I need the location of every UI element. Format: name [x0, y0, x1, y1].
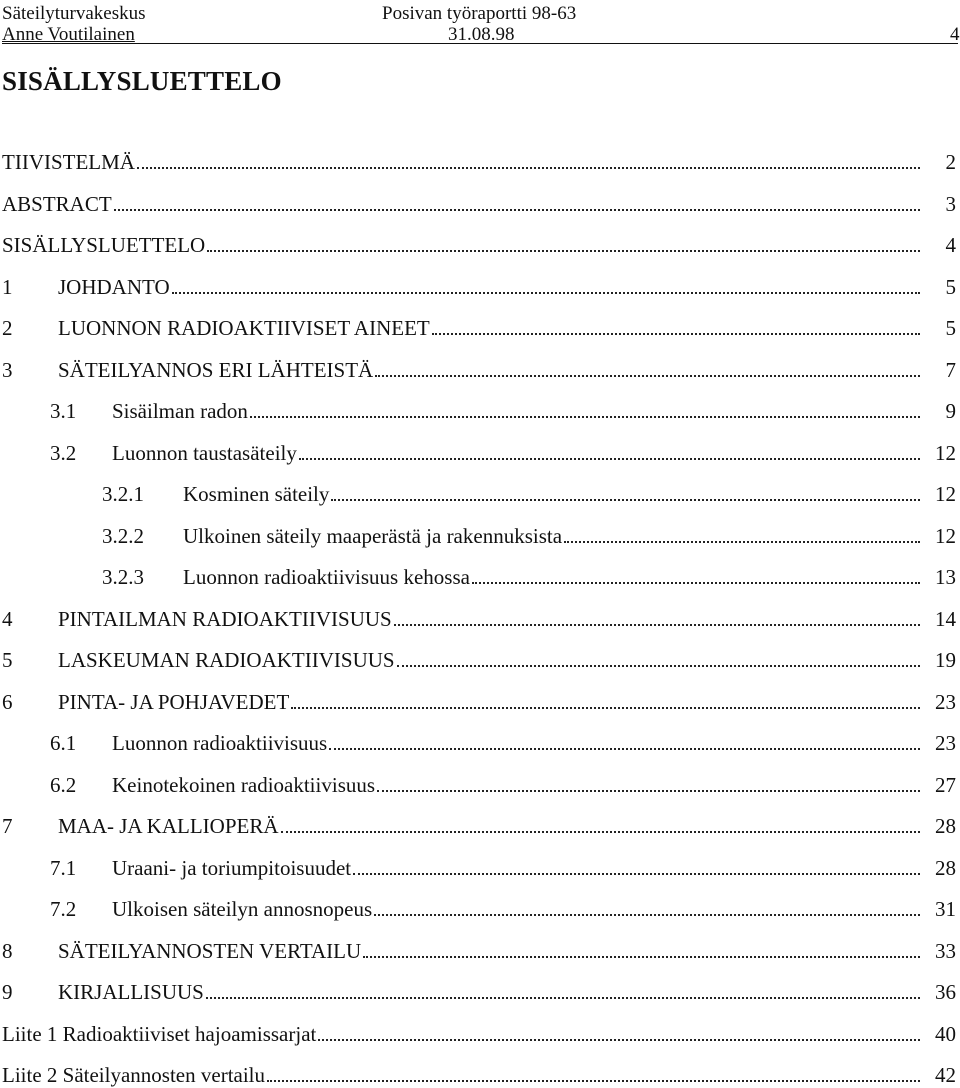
header-author: Anne Voutilainen	[2, 24, 135, 45]
toc-entry	[0, 1019, 960, 1047]
page-title: SISÄLLYSLUETTELO	[2, 66, 282, 96]
toc-entry	[0, 438, 960, 466]
header-date: 31.08.98	[448, 24, 515, 45]
header-report-id: Posivan työraportti 98-63	[382, 3, 577, 24]
toc-entry-number: 3.1	[50, 399, 77, 423]
toc-entry-line	[2, 149, 956, 175]
toc-entry-line	[58, 938, 956, 964]
toc-entry-line	[2, 191, 956, 217]
toc-dot-leader	[206, 997, 920, 999]
toc-entry-line	[58, 813, 956, 839]
toc-entry	[0, 272, 960, 300]
toc-dot-leader	[114, 209, 920, 211]
toc-entry-number: 7.1	[50, 855, 77, 880]
toc-dot-leader	[281, 831, 921, 833]
toc-entry-line	[183, 523, 956, 549]
toc-entry-page: 14	[935, 606, 956, 631]
header-organization: Säteilyturvakeskus	[2, 3, 146, 24]
toc-entry	[0, 770, 960, 798]
toc-dot-leader	[394, 624, 920, 626]
toc-entry-label: Luonnon radioaktiivisuus	[112, 731, 328, 755]
toc-entry	[0, 147, 960, 175]
toc-entry	[0, 479, 960, 507]
toc-entry-page: 5	[945, 316, 956, 340]
toc-entry-number: 9	[2, 980, 13, 1004]
toc-entry-label: PINTAILMAN RADIOAKTIIVISUUS	[58, 606, 392, 631]
toc-entry	[0, 1060, 960, 1088]
toc-entry-line	[112, 772, 956, 798]
toc-dot-leader	[318, 1039, 920, 1041]
toc-dot-leader	[353, 873, 920, 875]
toc-entry-number: 6.1	[50, 731, 77, 755]
toc-entry-number: 3.2.3	[102, 565, 144, 589]
toc-entry	[0, 562, 960, 590]
toc-entry-number: 3.2.2	[102, 523, 144, 548]
toc-dot-leader	[363, 956, 920, 958]
toc-dot-leader	[377, 790, 920, 792]
toc-entry-number: 8	[2, 938, 13, 963]
toc-entry-label: Luonnon radioaktiivisuus kehossa	[183, 565, 470, 589]
toc-entry	[0, 645, 960, 673]
toc-entry-page: 42	[935, 1063, 956, 1087]
toc-entry-page: 33	[935, 938, 956, 963]
toc-entry-page: 19	[935, 648, 956, 672]
toc-dot-leader	[329, 748, 920, 750]
toc-entry-label: Ulkoisen säteilyn annosnopeus	[112, 897, 373, 921]
toc-entry-number: 7.2	[50, 897, 77, 921]
toc-entry-label: MAA- JA KALLIOPERÄ	[58, 814, 279, 838]
toc-entry-label: Keinotekoinen radioaktiivisuus	[112, 772, 376, 797]
toc-entry-label: LASKEUMAN RADIOAKTIIVISUUS	[58, 648, 395, 672]
toc-entry-label: Kosminen säteily	[183, 482, 330, 506]
toc-entry-line	[112, 855, 956, 881]
toc-entry	[0, 977, 960, 1005]
toc-entry-page: 3	[945, 191, 956, 216]
toc-entry-label: PINTA- JA POHJAVEDET	[58, 689, 290, 714]
toc-entry	[0, 604, 960, 632]
toc-entry	[0, 853, 960, 881]
toc-entry-label: SÄTEILYANNOSTEN VERTAILU	[58, 938, 362, 963]
toc-entry	[0, 521, 960, 549]
toc-dot-leader	[397, 665, 920, 667]
toc-entry-line	[183, 481, 956, 507]
toc-entry-line	[112, 440, 956, 466]
toc-entry-page: 28	[935, 855, 956, 880]
toc-entry-page: 4	[945, 233, 956, 257]
toc-entry-page: 7	[945, 357, 956, 382]
toc-entry-label: Ulkoinen säteily maaperästä ja rakennuksista	[183, 523, 563, 548]
toc-entry-number: 3	[2, 357, 13, 382]
toc-entry	[0, 894, 960, 922]
toc-entry	[0, 396, 960, 424]
toc-entry-line	[58, 274, 956, 300]
toc-entry-line	[58, 979, 956, 1005]
toc-entry-number: 1	[2, 274, 13, 299]
toc-dot-leader	[291, 707, 920, 709]
toc-entry-label: Liite 1 Radioaktiiviset hajoamissarjat	[2, 1021, 317, 1046]
toc-dot-leader	[331, 499, 920, 501]
header-rule	[2, 43, 958, 44]
toc-entry-number: 2	[2, 316, 13, 340]
toc-entry-number: 6.2	[50, 772, 77, 797]
toc-entry	[0, 728, 960, 756]
toc-entry-page: 23	[935, 689, 956, 714]
toc-entry-line	[58, 315, 956, 341]
toc-entry-label: JOHDANTO	[58, 274, 170, 299]
toc-entry-page: 9	[945, 399, 956, 423]
toc-entry-label: SISÄLLYSLUETTELO	[2, 233, 206, 257]
toc-dot-leader	[137, 167, 920, 169]
header-page-number: 4	[950, 24, 960, 45]
toc-entry-number: 4	[2, 606, 13, 631]
toc-entry-line	[2, 1021, 956, 1047]
toc-entry-line	[58, 606, 956, 632]
toc-entry-page: 36	[935, 980, 956, 1004]
toc-entry-page: 40	[935, 1021, 956, 1046]
toc-entry-line	[58, 689, 956, 715]
toc-entry	[0, 355, 960, 383]
toc-entry-line	[183, 564, 956, 590]
toc-dot-leader	[564, 541, 920, 543]
toc-entry-label: Luonnon taustasäteily	[112, 440, 297, 465]
toc-entry-line	[112, 398, 956, 424]
toc-entry-number: 5	[2, 648, 13, 672]
toc-entry-page: 31	[935, 897, 956, 921]
toc-entry-page: 12	[935, 523, 956, 548]
toc-dot-leader	[375, 375, 920, 377]
toc-entry	[0, 313, 960, 341]
toc-dot-leader	[267, 1080, 920, 1082]
toc-entry-label: Sisäilman radon	[112, 399, 248, 423]
toc-entry	[0, 687, 960, 715]
toc-entry-number: 3.2	[50, 440, 77, 465]
toc-dot-leader	[472, 582, 920, 584]
toc-entry-page: 13	[935, 565, 956, 589]
toc-dot-leader	[172, 292, 920, 294]
toc-entry-label: TIIVISTELMÄ	[2, 150, 135, 174]
toc-dot-leader	[250, 416, 920, 418]
toc-entry-page: 2	[945, 150, 956, 174]
toc-entry-label: ABSTRACT	[2, 191, 112, 216]
toc-dot-leader	[299, 458, 920, 460]
toc-entry-page: 12	[935, 440, 956, 465]
toc-entry-line	[2, 1062, 956, 1088]
toc-dot-leader	[207, 250, 920, 252]
toc-entry-line	[112, 730, 956, 756]
toc-entry-page: 27	[935, 772, 956, 797]
toc-entry-page: 28	[935, 814, 956, 838]
toc-entry-label: Liite 2 Säteilyannosten vertailu	[2, 1063, 266, 1087]
toc-entry-label: LUONNON RADIOAKTIIVISET AINEET	[58, 316, 430, 340]
toc-entry-page: 12	[935, 482, 956, 506]
toc-entry-label: Uraani- ja toriumpitoisuudet	[112, 855, 352, 880]
toc-entry-number: 3.2.1	[102, 482, 144, 506]
toc-entry	[0, 936, 960, 964]
toc-entry-page: 5	[945, 274, 956, 299]
toc-entry-label: SÄTEILYANNOS ERI LÄHTEISTÄ	[58, 357, 374, 382]
toc-entry-line	[58, 357, 956, 383]
toc-entry-line	[112, 896, 956, 922]
toc-entry	[0, 189, 960, 217]
toc-dot-leader	[432, 333, 920, 335]
toc-entry-number: 6	[2, 689, 13, 714]
toc-entry	[0, 230, 960, 258]
toc-entry-line	[2, 232, 956, 258]
toc-dot-leader	[374, 914, 920, 916]
toc-entry-label: KIRJALLISUUS	[58, 980, 204, 1004]
toc-entry-page: 23	[935, 731, 956, 755]
toc-entry-line	[58, 647, 956, 673]
toc-entry-number: 7	[2, 814, 13, 838]
toc-entry	[0, 811, 960, 839]
